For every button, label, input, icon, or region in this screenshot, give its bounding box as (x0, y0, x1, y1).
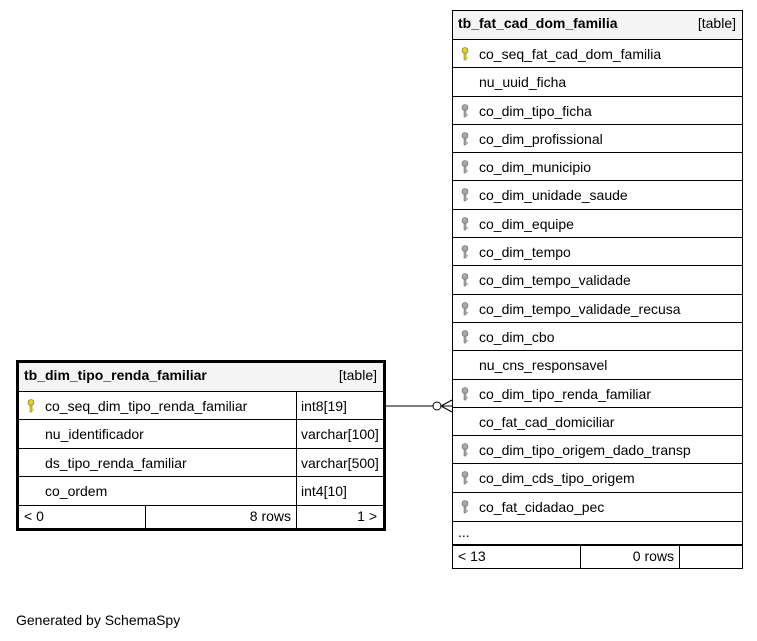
column-name: co_dim_cbo (479, 328, 555, 345)
column-type: varchar[500] (301, 454, 379, 471)
column-name: co_dim_municipio (479, 159, 592, 176)
crows-foot-upper (441, 400, 452, 406)
column-name: ds_tipo_renda_familiar (45, 454, 187, 471)
table-name: tb_dim_tipo_renda_familiar (24, 367, 207, 383)
column-name: co_dim_profissional (479, 130, 603, 147)
more-columns-ellipsis: ... (458, 524, 470, 541)
column-name: co_dim_tempo_validade (479, 272, 631, 289)
crows-foot-lower (441, 406, 452, 412)
column-name: co_dim_tipo_ficha (479, 102, 592, 119)
column-name: co_dim_cds_tipo_origem (479, 470, 635, 487)
column-type: int4[10] (301, 482, 347, 499)
table-kind: [table] (697, 15, 736, 31)
column-type: int8[19] (301, 398, 347, 414)
footer-left: < 13 (458, 548, 486, 565)
generated-by-label: Generated by SchemaSpy (16, 612, 181, 628)
column-name: co_fat_cad_domiciliar (479, 413, 615, 430)
column-name: co_dim_tipo_renda_familiar (479, 385, 651, 402)
column-name: nu_cns_responsavel (479, 357, 608, 374)
column-name: nu_identificador (45, 426, 144, 443)
column-name: co_ordem (45, 482, 108, 499)
column-name: co_dim_tipo_origem_dado_transp (479, 442, 691, 459)
column-name: co_fat_cidadao_pec (479, 498, 605, 515)
footer-left: < 0 (24, 508, 44, 525)
table-kind: [table] (338, 367, 377, 383)
column-name: nu_uuid_ficha (479, 74, 567, 91)
column-name: co_seq_fat_cad_dom_familia (479, 46, 662, 62)
column-name: co_dim_equipe (479, 215, 574, 232)
column-name: co_dim_tempo_validade_recusa (479, 300, 681, 317)
column-name: co_seq_dim_tipo_renda_familiar (45, 398, 248, 414)
footer-row-count: 0 rows (632, 548, 674, 565)
footer-right: 1 > (357, 508, 377, 525)
column-type: varchar[100] (301, 426, 379, 443)
table-name: tb_fat_cad_dom_familia (458, 15, 618, 31)
column-name: co_dim_unidade_saude (479, 187, 628, 204)
column-name: co_dim_tempo (479, 244, 571, 261)
zero-optionality-marker (433, 402, 441, 410)
footer-row-count: 8 rows (249, 508, 291, 525)
